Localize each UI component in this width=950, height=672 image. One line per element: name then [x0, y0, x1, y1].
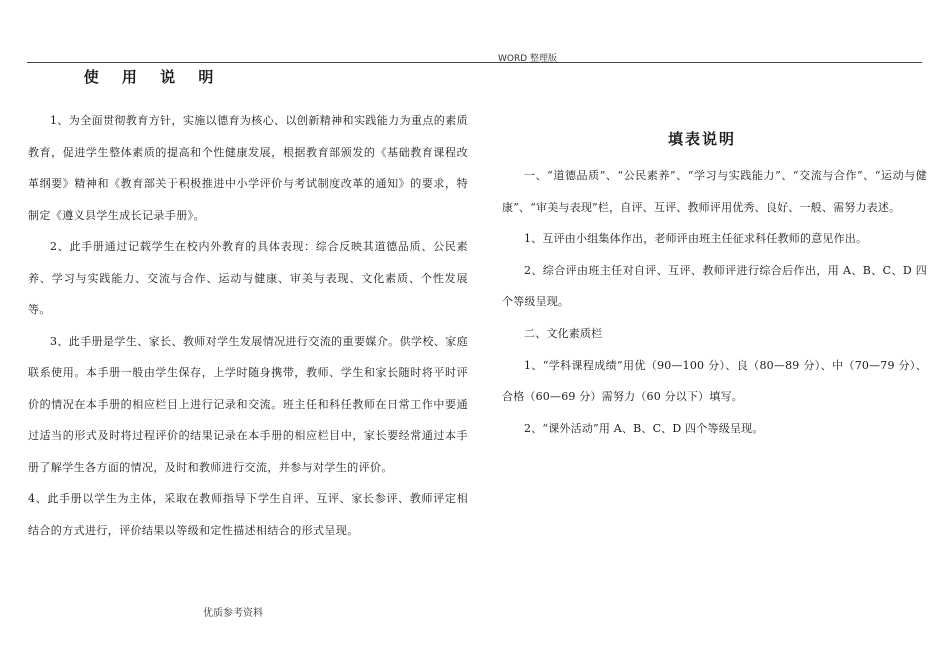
form-paragraph-5: 1、“学科课程成绩”用优（90—100 分）、良（80—89 分）、中（70—79 分）、合格（60—69 分）需努力（60 分以下）填写。 [502, 358, 927, 404]
usage-instructions-column [28, 66, 468, 546]
form-paragraph-1: 一、“道德品质”、“公民素养”、“学习与实践能力”、“交流与合作”、“运动与健康”、“审美与表现”栏，自评、互评、教师评用优秀、良好、一般、需努力表述。 [502, 169, 927, 214]
page-header: WORD 整理版 [498, 54, 558, 64]
page-footer: 优质参考资料 [203, 608, 263, 619]
form-paragraph-6: 2、“课外活动”用 A、B、C、D 四个等级呈现。 [524, 421, 764, 435]
form-paragraph-2: 1、互评由小组集体作出，老师评由班主任征求科任教师的意见作出。 [524, 232, 868, 246]
usage-instructions-title: 使 用 说 明 [83, 68, 223, 86]
usage-paragraph-4: 4、此手册以学生为主体，采取在教师指导下学生自评、互评、家长参评、教师评定相结合的方式进行，评价结果以等级和定性描述相结合的形式呈现。 [28, 492, 468, 537]
form-paragraph-3: 2、综合评由班主任对自评、互评、教师评进行综合后作出，用 A、B、C、D 四个等级呈现。 [502, 263, 927, 309]
usage-paragraph-2: 2、此手册通过记载学生在校内外教育的具体表现：综合反映其道德品质、公民素养、学习与实践能力、交流与合作、运动与健康、审美与表现、文化素质、个性发展等。 [28, 240, 468, 316]
form-instructions-column [502, 128, 927, 444]
form-paragraph-4: 二、文化素质栏 [524, 326, 603, 340]
usage-paragraph-3: 3、此手册是学生、家长、教师对学生发展情况进行交流的重要媒介。供学校、家庭联系使用。本手册一般由学生保存，上学时随身携带，教师、学生和家长随时将平时评价的情况在本手册的相应栏目上进行记录和交流。班主任和科任教师在日常工作中要通过适当的形式及时将过程评价的结果记录在本手册的相应栏目中，家长要经常通过本手册了解学生各方面的情况，及时和教师进行交流，并参与对学生的评价。 [28, 334, 468, 474]
usage-paragraph-1: 1、为全面贯彻教育方针，实施以德育为核心、以创新精神和实践能力为重点的素质教育，促进学生整体素质的提高和个性健康发展，根据教育部颁发的《基础教育课程改革纲要》精神和《教育部关于积极推进中小学评价与考试制度改革的通知》的要求，特制定《遵义县学生成长记录手册》。 [28, 114, 468, 222]
header-divider [27, 62, 922, 63]
form-instructions-title: 填表说明 [667, 130, 736, 148]
